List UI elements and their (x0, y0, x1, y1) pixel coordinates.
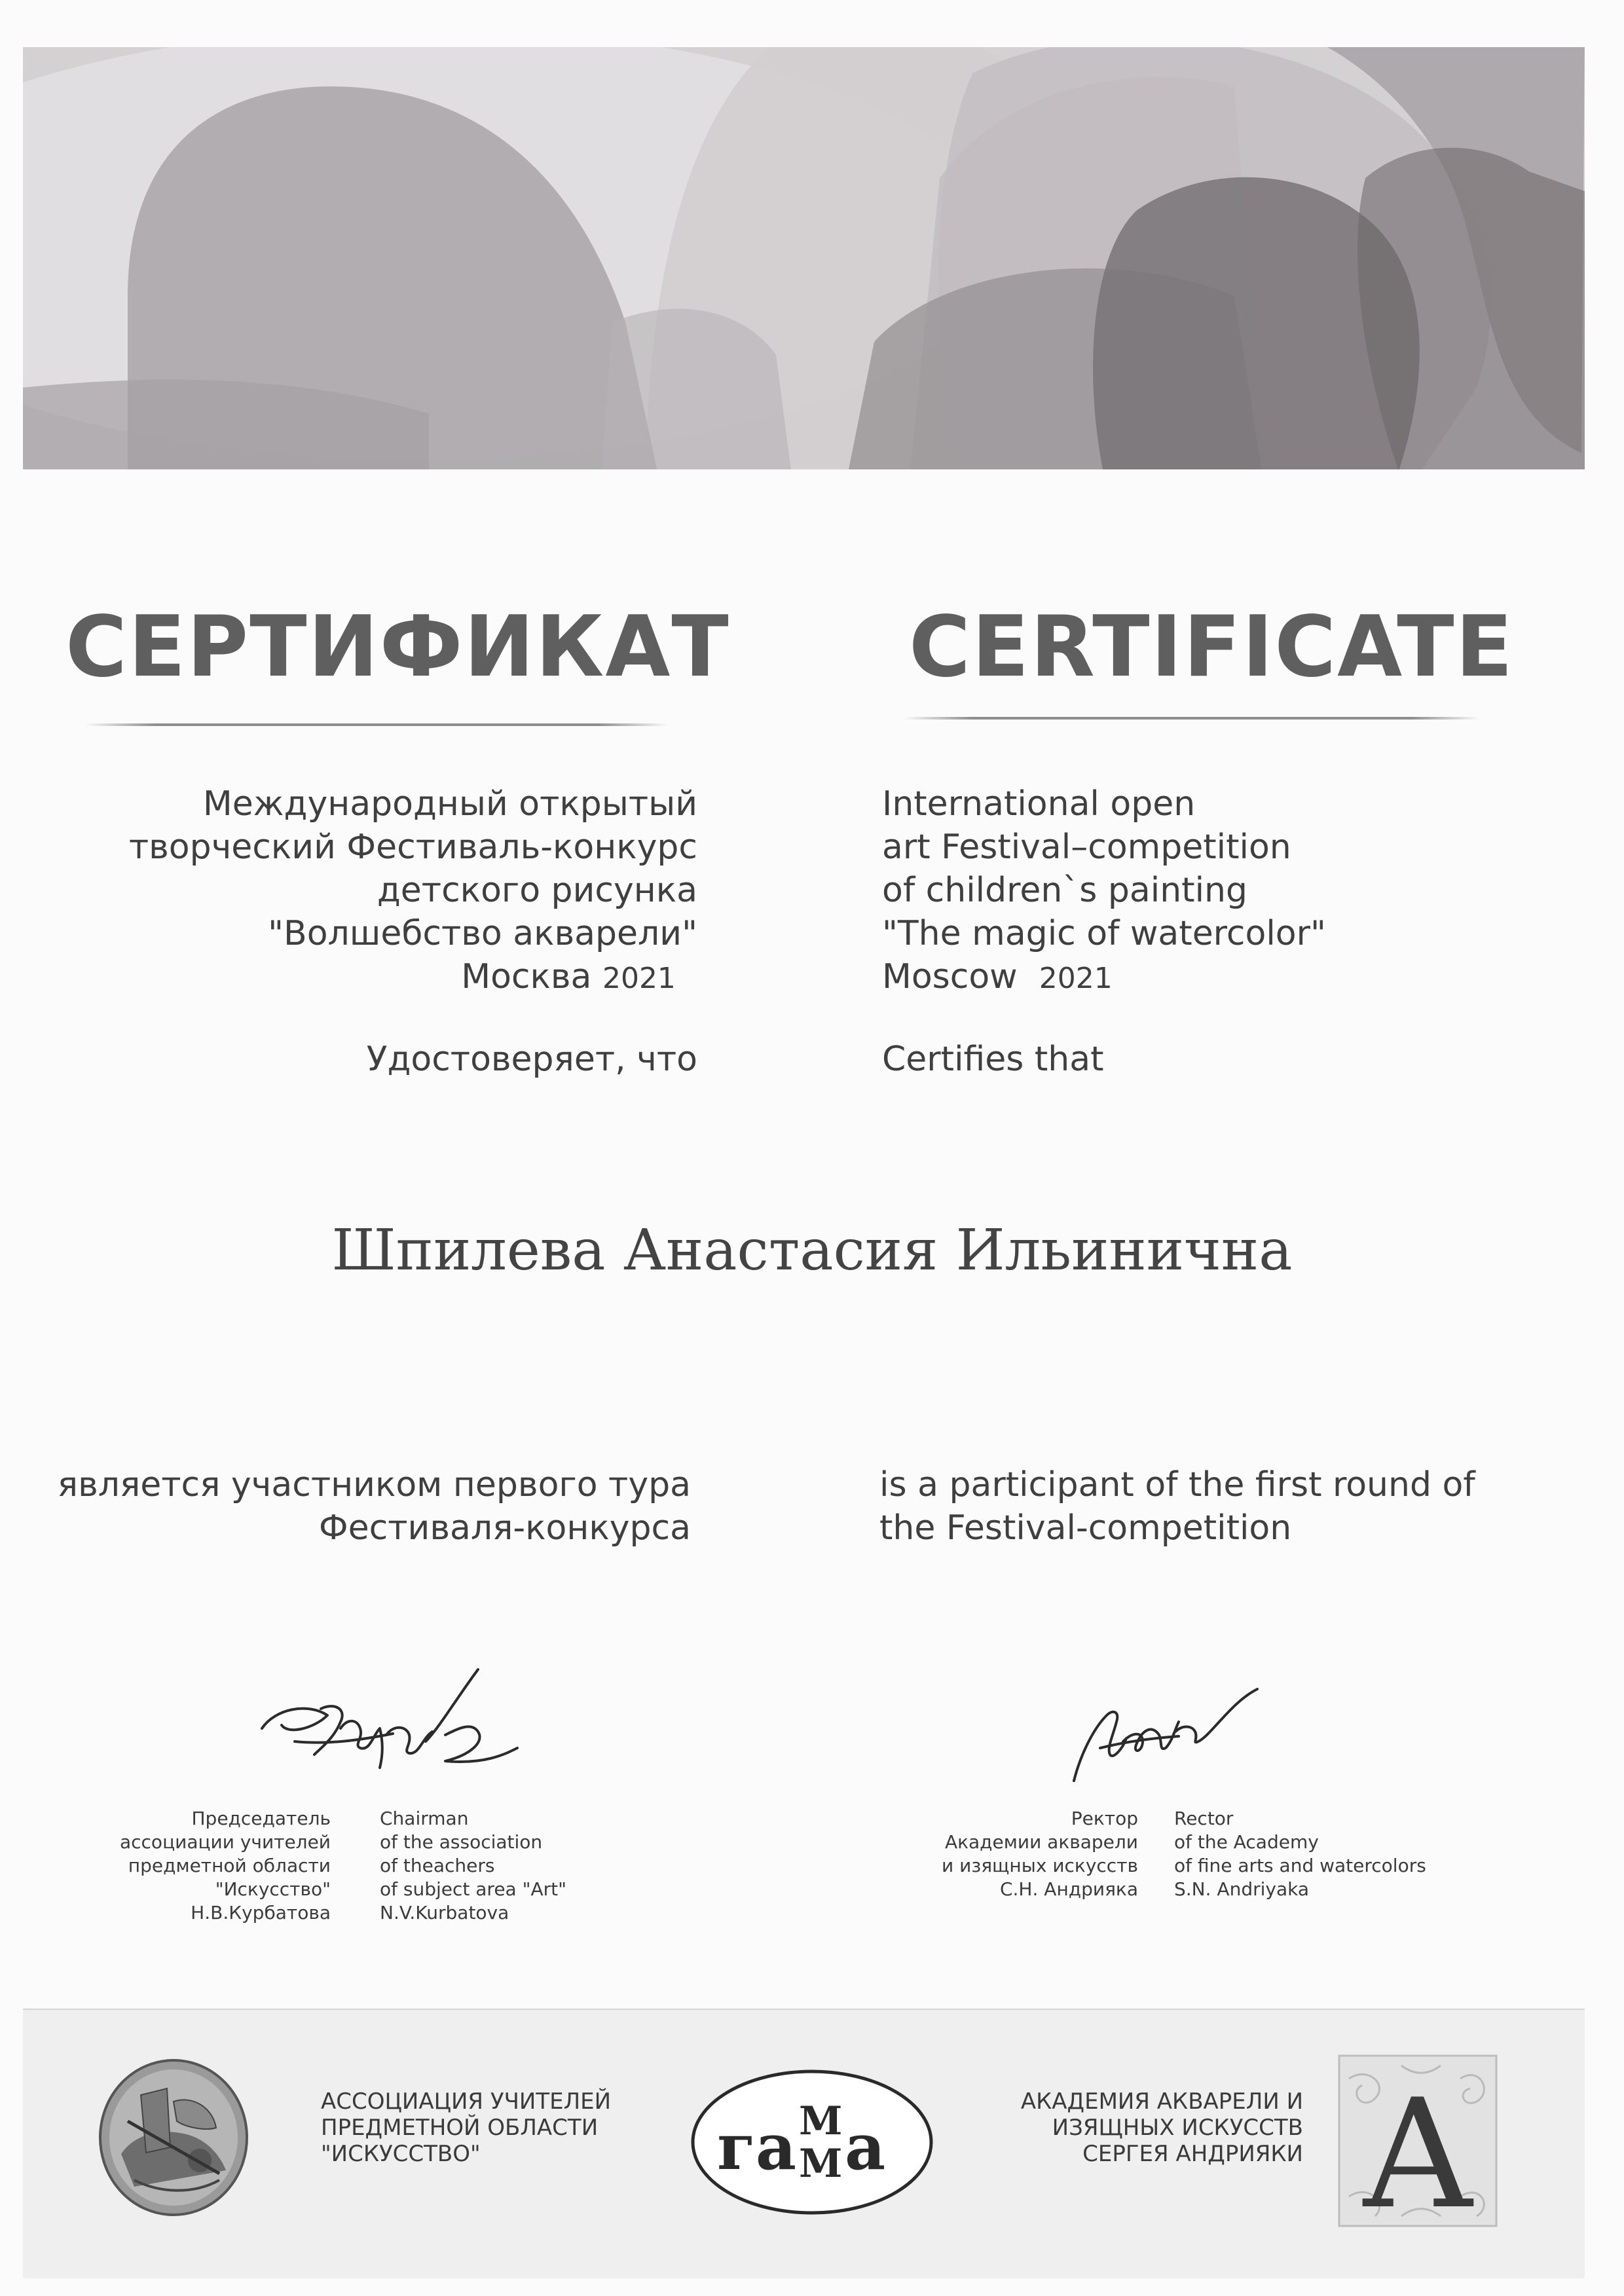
festival-line: Международный открытый (202, 784, 697, 824)
title-english: CERTIFICATE (909, 598, 1514, 696)
participation-line: Фестиваля-конкурса (318, 1508, 691, 1548)
festival-year: 2021 (1039, 962, 1113, 995)
recipient-name: Шпилева Анастасия Ильинична (331, 1218, 1293, 1283)
association-name-line: АССОЦИАЦИЯ УЧИТЕЛЕЙ (321, 2088, 612, 2115)
certifies-russian: Удостоверяет, что (366, 1040, 697, 1079)
participation-line: is a participant of the first round of (879, 1465, 1475, 1504)
festival-line: art Festival–competition (882, 828, 1291, 867)
festival-description-english (882, 782, 1326, 1000)
caption-line: Chairman (380, 1808, 469, 1829)
academy-name-line: СЕРГЕЯ АНДРИЯКИ (1082, 2141, 1303, 2167)
academy-name-line: ИЗЯЩНЫХ ИСКУССТВ (1052, 2115, 1303, 2141)
caption-line: "Искусство" (215, 1878, 331, 1900)
rector-signature (1061, 1676, 1270, 1794)
festival-line: of children`s painting (882, 871, 1247, 910)
caption-line: и изящных искусств (942, 1855, 1138, 1876)
caption-line: Академии акварели (944, 1831, 1138, 1853)
chairman-caption-english (380, 1807, 566, 1925)
academy-name-line: АКАДЕМИЯ АКВАРЕЛИ И (1020, 2088, 1303, 2115)
association-name-line: ПРЕДМЕТНОЙ ОБЛАСТИ (321, 2115, 599, 2141)
association-emblem-icon (95, 2056, 252, 2219)
caption-line: С.Н. Андрияка (999, 1878, 1138, 1900)
festival-city: Moscow (882, 957, 1018, 996)
participation-line: the Festival-competition (879, 1508, 1292, 1548)
festival-line: "Волшебство акварели" (268, 914, 697, 953)
festival-city: Москва (461, 957, 592, 996)
caption-line: of fine arts and watercolors (1174, 1855, 1426, 1876)
svg-text:М: М (799, 2141, 843, 2187)
caption-line: Председатель (191, 1808, 331, 1829)
certifies-english: Certifies that (882, 1040, 1104, 1079)
chairman-signature (249, 1656, 524, 1787)
festival-line: "The magic of watercolor" (882, 914, 1326, 953)
caption-line: of subject area "Art" (380, 1878, 567, 1900)
participation-line: является участником первого тура (57, 1465, 691, 1504)
participation-english (879, 1463, 1475, 1550)
header-watercolor-artwork (23, 47, 1585, 469)
caption-line: предметной области (128, 1855, 331, 1876)
caption-line: Ректор (1071, 1808, 1138, 1829)
academy-emblem-icon (1336, 2052, 1500, 2229)
chairman-caption-russian (120, 1807, 331, 1925)
caption-line: N.V.Kurbatova (380, 1902, 509, 1923)
title-russian: СЕРТИФИКАТ (65, 598, 730, 696)
caption-line: of the association (380, 1831, 543, 1853)
festival-line: детского рисунка (377, 871, 697, 910)
gamma-logo (688, 2066, 936, 2219)
festival-line: творческий Фестиваль-конкурс (128, 828, 697, 867)
svg-text:М: М (799, 2098, 843, 2144)
caption-line: Rector (1174, 1808, 1234, 1829)
divider-russian (85, 723, 668, 726)
festival-description-russian (129, 782, 697, 1000)
rector-caption-russian (942, 1807, 1138, 1901)
academy-logo-letter: А (1360, 2068, 1475, 2229)
academy-name (1021, 2088, 1303, 2167)
svg-text:га: га (717, 2110, 797, 2184)
caption-line: of the Academy (1174, 1831, 1319, 1853)
caption-line: of theachers (380, 1855, 495, 1876)
caption-line: ассоциации учителей (119, 1831, 331, 1853)
festival-line: International open (882, 784, 1196, 824)
association-name-line: "ИСКУССТВО" (321, 2141, 481, 2167)
festival-city-year (882, 955, 1326, 1000)
caption-line: S.N. Andriyaka (1174, 1878, 1309, 1900)
divider-english (904, 717, 1480, 720)
participation-russian (58, 1463, 691, 1550)
svg-text:а: а (845, 2110, 886, 2184)
festival-year: 2021 (602, 962, 676, 995)
caption-line: Н.В.Курбатова (191, 1902, 331, 1923)
festival-city-year (129, 955, 697, 1000)
rector-caption-english (1174, 1807, 1426, 1901)
association-name (321, 2088, 611, 2167)
